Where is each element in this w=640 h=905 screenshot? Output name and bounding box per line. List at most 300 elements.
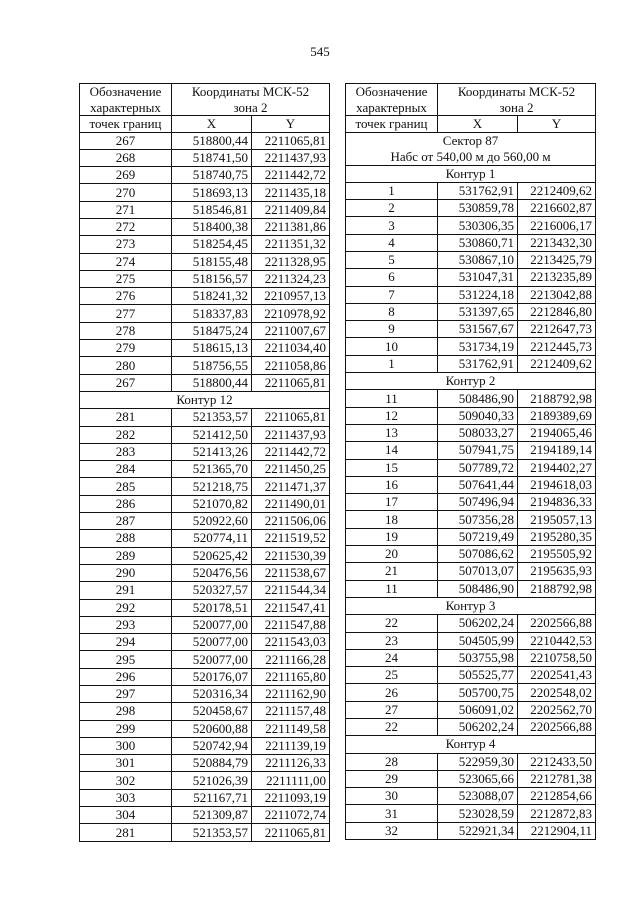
coords-title-line-2: зона 2 bbox=[499, 99, 534, 115]
x-cell: 521070,82 bbox=[172, 495, 252, 512]
x-cell: 507013,07 bbox=[438, 563, 518, 580]
point-id-cell: 304 bbox=[80, 807, 172, 824]
x-cell: 505525,77 bbox=[438, 667, 518, 684]
table-row bbox=[346, 390, 596, 407]
y-cell: 2211166,28 bbox=[252, 651, 330, 668]
point-id-cell: 12 bbox=[346, 407, 438, 424]
table-row bbox=[346, 701, 596, 718]
x-cell: 521353,57 bbox=[172, 409, 252, 426]
designation-line-1: Обозначение bbox=[355, 84, 428, 99]
table-row bbox=[346, 563, 596, 580]
x-cell: 506202,24 bbox=[438, 719, 518, 736]
point-id-cell: 269 bbox=[80, 167, 172, 184]
x-cell: 522921,34 bbox=[438, 822, 518, 839]
table-row bbox=[80, 807, 330, 824]
y-cell: 2211547,41 bbox=[252, 599, 330, 616]
x-cell: 518254,45 bbox=[172, 236, 252, 253]
x-cell: 520327,57 bbox=[172, 582, 252, 599]
x-cell: 530859,78 bbox=[438, 200, 518, 217]
table-row bbox=[80, 824, 330, 841]
y-cell: 2216602,87 bbox=[518, 200, 596, 217]
table-row bbox=[80, 547, 330, 564]
point-id-cell: 5 bbox=[346, 251, 438, 268]
y-cell: 2202541,43 bbox=[518, 667, 596, 684]
x-cell: 518741,50 bbox=[172, 149, 252, 166]
point-id-cell: 14 bbox=[346, 442, 438, 459]
y-cell: 2211351,32 bbox=[252, 236, 330, 253]
point-id-cell: 272 bbox=[80, 218, 172, 235]
x-cell: 507356,28 bbox=[438, 511, 518, 528]
y-cell: 2211034,40 bbox=[252, 340, 330, 357]
x-cell: 518475,24 bbox=[172, 322, 252, 339]
table-row bbox=[346, 528, 596, 545]
table-row bbox=[80, 340, 330, 357]
point-id-cell: 27 bbox=[346, 701, 438, 718]
y-cell: 2211139,19 bbox=[252, 737, 330, 754]
point-id-cell: 299 bbox=[80, 720, 172, 737]
y-cell: 2211072,74 bbox=[252, 807, 330, 824]
x-cell: 520077,00 bbox=[172, 651, 252, 668]
point-id-cell: 267 bbox=[80, 132, 172, 149]
table-row bbox=[80, 530, 330, 547]
y-cell: 2211437,93 bbox=[252, 149, 330, 166]
coordinates-table-left bbox=[79, 83, 330, 842]
designation-line-3: точек границ bbox=[346, 116, 438, 133]
designation-line-1: Обозначение bbox=[89, 84, 162, 99]
x-cell: 521412,50 bbox=[172, 426, 252, 443]
point-id-cell: 9 bbox=[346, 321, 438, 338]
point-id-cell: 2 bbox=[346, 200, 438, 217]
table-row bbox=[346, 182, 596, 199]
point-id-cell: 15 bbox=[346, 459, 438, 476]
y-cell: 2211324,23 bbox=[252, 270, 330, 287]
x-cell: 518337,83 bbox=[172, 305, 252, 322]
y-cell: 2194836,33 bbox=[518, 494, 596, 511]
x-cell: 518241,32 bbox=[172, 288, 252, 305]
x-cell: 518155,48 bbox=[172, 253, 252, 270]
table-row bbox=[346, 234, 596, 251]
point-id-cell: 292 bbox=[80, 599, 172, 616]
y-cell: 2195505,92 bbox=[518, 546, 596, 563]
y-cell: 2194065,46 bbox=[518, 424, 596, 441]
x-cell: 530306,35 bbox=[438, 217, 518, 234]
table-row bbox=[80, 755, 330, 772]
section-title: Контур 2 bbox=[346, 373, 596, 390]
x-cell: 518693,13 bbox=[172, 184, 252, 201]
x-cell: 518546,81 bbox=[172, 201, 252, 218]
y-cell: 2210957,13 bbox=[252, 288, 330, 305]
point-id-cell: 7 bbox=[346, 286, 438, 303]
x-cell: 531224,18 bbox=[438, 286, 518, 303]
point-id-cell: 282 bbox=[80, 426, 172, 443]
section-row bbox=[346, 132, 596, 165]
y-cell: 2211065,81 bbox=[252, 132, 330, 149]
y-cell: 2211165,80 bbox=[252, 668, 330, 685]
y-cell: 2202562,70 bbox=[518, 701, 596, 718]
point-id-cell: 1 bbox=[346, 355, 438, 372]
y-cell: 2212445,73 bbox=[518, 338, 596, 355]
y-cell: 2211442,72 bbox=[252, 443, 330, 460]
table-row bbox=[80, 703, 330, 720]
point-id-cell: 32 bbox=[346, 822, 438, 839]
x-cell: 508033,27 bbox=[438, 424, 518, 441]
designation-line-2: характерных bbox=[90, 99, 161, 115]
point-id-cell: 19 bbox=[346, 528, 438, 545]
point-id-cell: 274 bbox=[80, 253, 172, 270]
x-cell: 530860,71 bbox=[438, 234, 518, 251]
point-id-cell: 295 bbox=[80, 651, 172, 668]
point-id-cell: 22 bbox=[346, 615, 438, 632]
section-row bbox=[346, 597, 596, 614]
y-cell: 2211442,72 bbox=[252, 167, 330, 184]
point-id-cell: 302 bbox=[80, 772, 172, 789]
y-cell: 2212433,50 bbox=[518, 753, 596, 770]
y-cell: 2211543,03 bbox=[252, 634, 330, 651]
point-id-cell: 31 bbox=[346, 805, 438, 822]
x-cell: 520476,56 bbox=[172, 564, 252, 581]
x-cell: 521413,26 bbox=[172, 443, 252, 460]
point-id-cell: 275 bbox=[80, 270, 172, 287]
table-row bbox=[80, 184, 330, 201]
y-cell: 2202566,88 bbox=[518, 719, 596, 736]
y-cell: 2213042,88 bbox=[518, 286, 596, 303]
y-cell: 2211065,81 bbox=[252, 409, 330, 426]
table-row bbox=[346, 321, 596, 338]
point-id-cell: 279 bbox=[80, 340, 172, 357]
y-cell: 2210758,50 bbox=[518, 649, 596, 666]
x-cell: 521026,39 bbox=[172, 772, 252, 789]
y-cell: 2194189,14 bbox=[518, 442, 596, 459]
table-row bbox=[80, 236, 330, 253]
point-id-cell: 296 bbox=[80, 668, 172, 685]
point-id-cell: 293 bbox=[80, 616, 172, 633]
y-cell: 2211519,52 bbox=[252, 530, 330, 547]
table-row bbox=[80, 149, 330, 166]
x-cell: 520884,79 bbox=[172, 755, 252, 772]
table-row bbox=[80, 253, 330, 270]
x-cell: 520600,88 bbox=[172, 720, 252, 737]
section-title: Контур 4 bbox=[346, 736, 596, 753]
x-cell: 520077,00 bbox=[172, 634, 252, 651]
point-id-cell: 20 bbox=[346, 546, 438, 563]
x-cell: 531567,67 bbox=[438, 321, 518, 338]
table-row bbox=[346, 355, 596, 372]
table-row bbox=[80, 270, 330, 287]
y-cell: 2211506,06 bbox=[252, 513, 330, 530]
point-id-cell: 23 bbox=[346, 632, 438, 649]
y-cell: 2216006,17 bbox=[518, 217, 596, 234]
point-id-cell: 13 bbox=[346, 424, 438, 441]
x-cell: 508486,90 bbox=[438, 390, 518, 407]
x-cell: 504505,99 bbox=[438, 632, 518, 649]
y-cell: 2211162,90 bbox=[252, 686, 330, 703]
point-id-cell: 273 bbox=[80, 236, 172, 253]
designation-line-2: характерных bbox=[356, 99, 427, 115]
x-cell: 521353,57 bbox=[172, 824, 252, 841]
table-row bbox=[80, 789, 330, 806]
table-row bbox=[346, 753, 596, 770]
point-id-cell: 287 bbox=[80, 513, 172, 530]
y-cell: 2195280,35 bbox=[518, 528, 596, 545]
table-row bbox=[80, 478, 330, 495]
x-cell: 520458,67 bbox=[172, 703, 252, 720]
table-row bbox=[80, 772, 330, 789]
table-row bbox=[346, 580, 596, 597]
y-cell: 2211058,86 bbox=[252, 357, 330, 374]
table-row bbox=[346, 511, 596, 528]
point-id-cell: 290 bbox=[80, 564, 172, 581]
table-row bbox=[346, 649, 596, 666]
table-row bbox=[346, 719, 596, 736]
x-cell: 518400,38 bbox=[172, 218, 252, 235]
x-cell: 507219,49 bbox=[438, 528, 518, 545]
y-cell: 2210442,53 bbox=[518, 632, 596, 649]
y-cell: 2211126,33 bbox=[252, 755, 330, 772]
y-cell: 2212846,80 bbox=[518, 303, 596, 320]
y-cell: 2213425,79 bbox=[518, 251, 596, 268]
table-row bbox=[346, 442, 596, 459]
point-id-cell: 303 bbox=[80, 789, 172, 806]
point-id-cell: 17 bbox=[346, 494, 438, 511]
table-row bbox=[346, 546, 596, 563]
table-row bbox=[80, 443, 330, 460]
point-id-cell: 278 bbox=[80, 322, 172, 339]
y-cell: 2211065,81 bbox=[252, 374, 330, 391]
y-cell: 2211490,01 bbox=[252, 495, 330, 512]
point-id-cell: 25 bbox=[346, 667, 438, 684]
point-id-cell: 22 bbox=[346, 719, 438, 736]
point-id-cell: 281 bbox=[80, 824, 172, 841]
point-id-cell: 285 bbox=[80, 478, 172, 495]
x-cell: 506091,02 bbox=[438, 701, 518, 718]
y-cell: 2211409,84 bbox=[252, 201, 330, 218]
point-id-cell: 16 bbox=[346, 476, 438, 493]
table-row bbox=[80, 616, 330, 633]
point-id-cell: 28 bbox=[346, 753, 438, 770]
y-cell: 2212781,38 bbox=[518, 770, 596, 787]
y-header: Y bbox=[252, 116, 330, 133]
point-id-cell: 11 bbox=[346, 390, 438, 407]
point-id-cell: 18 bbox=[346, 511, 438, 528]
designation-header bbox=[80, 84, 172, 116]
x-cell: 523088,07 bbox=[438, 788, 518, 805]
point-id-cell: 289 bbox=[80, 547, 172, 564]
table-row bbox=[346, 338, 596, 355]
table-row bbox=[80, 686, 330, 703]
x-cell: 518800,44 bbox=[172, 374, 252, 391]
point-id-cell: 1 bbox=[346, 182, 438, 199]
y-cell: 2202566,88 bbox=[518, 615, 596, 632]
point-id-cell: 268 bbox=[80, 149, 172, 166]
section-row bbox=[346, 373, 596, 390]
point-id-cell: 6 bbox=[346, 269, 438, 286]
x-cell: 507641,44 bbox=[438, 476, 518, 493]
point-id-cell: 271 bbox=[80, 201, 172, 218]
point-id-cell: 286 bbox=[80, 495, 172, 512]
page-number: 545 bbox=[310, 44, 330, 59]
point-id-cell: 288 bbox=[80, 530, 172, 547]
section-row bbox=[346, 736, 596, 753]
table-row bbox=[346, 476, 596, 493]
x-cell: 505700,75 bbox=[438, 684, 518, 701]
point-id-cell: 291 bbox=[80, 582, 172, 599]
point-id-cell: 26 bbox=[346, 684, 438, 701]
table-row bbox=[346, 200, 596, 217]
point-id-cell: 281 bbox=[80, 409, 172, 426]
coords-header bbox=[438, 84, 596, 116]
table-row bbox=[346, 632, 596, 649]
x-cell: 521167,71 bbox=[172, 789, 252, 806]
point-id-cell: 29 bbox=[346, 770, 438, 787]
table-row bbox=[80, 564, 330, 581]
y-header: Y bbox=[518, 116, 596, 133]
section-row bbox=[346, 165, 596, 182]
table-row bbox=[346, 684, 596, 701]
x-cell: 521309,87 bbox=[172, 807, 252, 824]
x-cell: 520922,60 bbox=[172, 513, 252, 530]
table-row bbox=[80, 374, 330, 391]
y-cell: 2211435,18 bbox=[252, 184, 330, 201]
y-cell: 2188792,98 bbox=[518, 580, 596, 597]
point-id-cell: 8 bbox=[346, 303, 438, 320]
y-cell: 2211149,58 bbox=[252, 720, 330, 737]
point-id-cell: 284 bbox=[80, 461, 172, 478]
x-cell: 520316,34 bbox=[172, 686, 252, 703]
y-cell: 2211538,67 bbox=[252, 564, 330, 581]
x-cell: 521365,70 bbox=[172, 461, 252, 478]
y-cell: 2212409,62 bbox=[518, 182, 596, 199]
x-cell: 521218,75 bbox=[172, 478, 252, 495]
x-cell: 520077,00 bbox=[172, 616, 252, 633]
table-row bbox=[346, 459, 596, 476]
y-cell: 2211471,37 bbox=[252, 478, 330, 495]
x-cell: 518800,44 bbox=[172, 132, 252, 149]
point-id-cell: 297 bbox=[80, 686, 172, 703]
x-cell: 531397,65 bbox=[438, 303, 518, 320]
y-cell: 2211111,00 bbox=[252, 772, 330, 789]
y-cell: 2212409,62 bbox=[518, 355, 596, 372]
section-title-line: Сектор 87 bbox=[442, 132, 499, 148]
point-id-cell: 277 bbox=[80, 305, 172, 322]
point-id-cell: 276 bbox=[80, 288, 172, 305]
x-cell: 507086,62 bbox=[438, 546, 518, 563]
x-cell: 520742,94 bbox=[172, 737, 252, 754]
table-row bbox=[80, 409, 330, 426]
section-title bbox=[346, 132, 596, 165]
table-row bbox=[80, 426, 330, 443]
y-cell: 2194402,27 bbox=[518, 459, 596, 476]
point-id-cell: 4 bbox=[346, 234, 438, 251]
table-row bbox=[80, 634, 330, 651]
table-row bbox=[80, 305, 330, 322]
point-id-cell: 283 bbox=[80, 443, 172, 460]
y-cell: 2202548,02 bbox=[518, 684, 596, 701]
table-row bbox=[80, 668, 330, 685]
table-row bbox=[346, 217, 596, 234]
y-cell: 2213432,30 bbox=[518, 234, 596, 251]
point-id-cell: 21 bbox=[346, 563, 438, 580]
x-cell: 508486,90 bbox=[438, 580, 518, 597]
table-row bbox=[80, 737, 330, 754]
table-row bbox=[346, 788, 596, 805]
table-row bbox=[80, 132, 330, 149]
table-row bbox=[346, 269, 596, 286]
table-row bbox=[80, 720, 330, 737]
coordinates-table-right bbox=[345, 83, 596, 840]
coords-title-line-1: Координаты МСК-52 bbox=[191, 84, 310, 99]
y-cell: 2211381,86 bbox=[252, 218, 330, 235]
x-cell: 520178,51 bbox=[172, 599, 252, 616]
x-header: X bbox=[438, 116, 518, 133]
y-cell: 2212854,66 bbox=[518, 788, 596, 805]
y-cell: 2195635,93 bbox=[518, 563, 596, 580]
table-row bbox=[80, 201, 330, 218]
point-id-cell: 298 bbox=[80, 703, 172, 720]
x-cell: 531762,91 bbox=[438, 182, 518, 199]
y-cell: 2211065,81 bbox=[252, 824, 330, 841]
x-header: X bbox=[172, 116, 252, 133]
table-row bbox=[80, 322, 330, 339]
x-cell: 530867,10 bbox=[438, 251, 518, 268]
y-cell: 2188792,98 bbox=[518, 390, 596, 407]
table-row bbox=[80, 288, 330, 305]
section-title: Контур 12 bbox=[80, 391, 330, 408]
y-cell: 2211450,25 bbox=[252, 461, 330, 478]
point-id-cell: 301 bbox=[80, 755, 172, 772]
point-id-cell: 294 bbox=[80, 634, 172, 651]
y-cell: 2212647,73 bbox=[518, 321, 596, 338]
x-cell: 531762,91 bbox=[438, 355, 518, 372]
table-row bbox=[346, 770, 596, 787]
y-cell: 2195057,13 bbox=[518, 511, 596, 528]
table-row bbox=[80, 461, 330, 478]
point-id-cell: 24 bbox=[346, 649, 438, 666]
x-cell: 531047,31 bbox=[438, 269, 518, 286]
point-id-cell: 10 bbox=[346, 338, 438, 355]
point-id-cell: 3 bbox=[346, 217, 438, 234]
y-cell: 2189389,69 bbox=[518, 407, 596, 424]
point-id-cell: 280 bbox=[80, 357, 172, 374]
point-id-cell: 300 bbox=[80, 737, 172, 754]
point-id-cell: 30 bbox=[346, 788, 438, 805]
section-row bbox=[80, 391, 330, 408]
x-cell: 523028,59 bbox=[438, 805, 518, 822]
table-row bbox=[80, 495, 330, 512]
y-cell: 2211547,88 bbox=[252, 616, 330, 633]
table-row bbox=[80, 357, 330, 374]
section-title: Контур 1 bbox=[346, 165, 596, 182]
y-cell: 2211437,93 bbox=[252, 426, 330, 443]
x-cell: 522959,30 bbox=[438, 753, 518, 770]
x-cell: 520774,11 bbox=[172, 530, 252, 547]
table-row bbox=[346, 303, 596, 320]
x-cell: 507496,94 bbox=[438, 494, 518, 511]
x-cell: 518156,57 bbox=[172, 270, 252, 287]
x-cell: 518740,75 bbox=[172, 167, 252, 184]
section-title-line: Набс от 540,00 м до 560,00 м bbox=[390, 148, 551, 164]
coords-title-line-1: Координаты МСК-52 bbox=[457, 84, 576, 99]
designation-line-3: точек границ bbox=[80, 116, 172, 133]
y-cell: 2211530,39 bbox=[252, 547, 330, 564]
y-cell: 2213235,89 bbox=[518, 269, 596, 286]
table-row bbox=[80, 218, 330, 235]
x-cell: 507789,72 bbox=[438, 459, 518, 476]
x-cell: 531734,19 bbox=[438, 338, 518, 355]
table-row bbox=[346, 822, 596, 839]
y-cell: 2194618,03 bbox=[518, 476, 596, 493]
y-cell: 2211007,67 bbox=[252, 322, 330, 339]
table-row bbox=[80, 599, 330, 616]
